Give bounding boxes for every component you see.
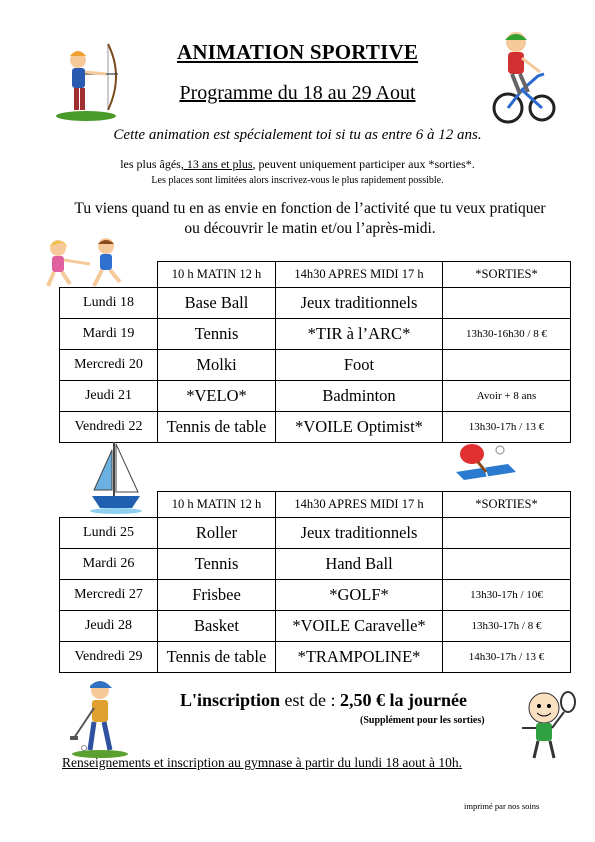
day-cell: Lundi 18	[60, 288, 158, 319]
golfer-clipart-icon	[66, 676, 132, 758]
limited-places-note: Les places sont limitées alors inscrivez-vous le plus rapidement possible.	[151, 175, 444, 186]
header-cell-afternoon: 14h30 APRES MIDI 17 h	[276, 262, 443, 288]
day-cell: Mercredi 20	[60, 350, 158, 381]
header-cell-empty	[60, 492, 158, 518]
tu-viens-text: Tu viens quand tu en as envie en fonction de l’activité que tu veux pratiquer ou découvrir le matin et/ou l’après-midi.	[74, 200, 546, 237]
day-cell: Vendredi 22	[60, 412, 158, 443]
day-cell: Jeudi 21	[60, 381, 158, 412]
inscription-label: L'inscription	[180, 690, 281, 710]
table-row	[60, 288, 571, 319]
older-note-start: les plus âgés	[120, 157, 181, 171]
outing-cell: 13h30-17h / 8 €	[443, 611, 571, 642]
intro-text: Cette animation est spécialement toi si tu as entre 6 à 12 ans.	[113, 127, 482, 143]
outing-cell	[443, 518, 571, 549]
day-cell: Lundi 25	[60, 518, 158, 549]
table-row	[60, 350, 571, 381]
older-note	[0, 157, 595, 172]
table-header-row	[60, 492, 571, 518]
page-subtitle: Programme du 18 au 29 Aout	[179, 82, 416, 104]
table-row	[60, 580, 571, 611]
morning-activity-cell: Roller	[158, 518, 276, 549]
day-cell: Jeudi 28	[60, 611, 158, 642]
page-title: ANIMATION SPORTIVE	[176, 40, 419, 64]
outing-cell: 13h30-17h / 10€	[443, 580, 571, 611]
archer-clipart-icon	[48, 40, 128, 122]
morning-activity-cell: Tennis de table	[158, 412, 276, 443]
morning-activity-cell: Base Ball	[158, 288, 276, 319]
afternoon-activity-cell: *GOLF*	[276, 580, 443, 611]
afternoon-activity-cell: Foot	[276, 350, 443, 381]
afternoon-activity-cell: Hand Ball	[276, 549, 443, 580]
registration-info: Renseignements et inscription au gymnase à partir du lundi 18 aout à 10h.	[62, 755, 463, 770]
tennis-kid-clipart-icon	[516, 688, 578, 764]
morning-activity-cell: Tennis	[158, 549, 276, 580]
afternoon-activity-cell: *VOILE Caravelle*	[276, 611, 443, 642]
morning-activity-cell: *VELO*	[158, 381, 276, 412]
afternoon-activity-cell: Jeux traditionnels	[276, 518, 443, 549]
morning-activity-cell: Molki	[158, 350, 276, 381]
morning-activity-cell: Basket	[158, 611, 276, 642]
header-cell-morning: 10 h MATIN 12 h	[158, 492, 276, 518]
day-cell: Mardi 19	[60, 319, 158, 350]
inscription-label-rest: est de :	[280, 690, 341, 710]
morning-activity-cell: Tennis	[158, 319, 276, 350]
day-cell: Mardi 26	[60, 549, 158, 580]
outing-cell	[443, 288, 571, 319]
afternoon-activity-cell: *TRAMPOLINE*	[276, 642, 443, 673]
header-cell-empty	[60, 262, 158, 288]
older-note-end: , peuvent uniquement participer aux *sorties*.	[252, 157, 475, 171]
day-cell: Vendredi 29	[60, 642, 158, 673]
price-value: 2,50 € la journée	[340, 690, 468, 710]
header-cell-afternoon: 14h30 APRES MIDI 17 h	[276, 492, 443, 518]
morning-activity-cell: Tennis de table	[158, 642, 276, 673]
header-cell-morning: 10 h MATIN 12 h	[158, 262, 276, 288]
afternoon-activity-cell: Jeux traditionnels	[276, 288, 443, 319]
table-row	[60, 642, 571, 673]
table-row	[60, 381, 571, 412]
printed-note: imprimé par nos soins	[464, 801, 540, 811]
header-cell-outings: *SORTIES*	[443, 492, 571, 518]
day-cell: Mercredi 27	[60, 580, 158, 611]
outing-cell: 14h30-17h / 13 €	[443, 642, 571, 673]
outing-cell: Avoir + 8 ans	[443, 381, 571, 412]
table-row	[60, 319, 571, 350]
outing-cell: 13h30-16h30 / 8 €	[443, 319, 571, 350]
table-header-row	[60, 262, 571, 288]
afternoon-activity-cell: *VOILE Optimist*	[276, 412, 443, 443]
schedule-table-week1	[59, 261, 571, 443]
older-note-age: , 13 ans et plus	[180, 157, 253, 171]
table-row	[60, 549, 571, 580]
outing-cell	[443, 549, 571, 580]
schedule-table-week2	[59, 491, 571, 673]
afternoon-activity-cell: Badminton	[276, 381, 443, 412]
price-line	[180, 690, 467, 711]
outing-cell: 13h30-17h / 13 €	[443, 412, 571, 443]
cyclist-clipart-icon	[492, 28, 556, 128]
morning-activity-cell: Frisbee	[158, 580, 276, 611]
afternoon-activity-cell: *TIR à l’ARC*	[276, 319, 443, 350]
outing-cell	[443, 350, 571, 381]
table-row	[60, 518, 571, 549]
table-row	[60, 611, 571, 642]
supplement-note: (Supplément pour les sorties)	[360, 715, 485, 726]
table-row	[60, 412, 571, 443]
ping-pong-clipart-icon	[454, 442, 518, 492]
header-cell-outings: *SORTIES*	[443, 262, 571, 288]
